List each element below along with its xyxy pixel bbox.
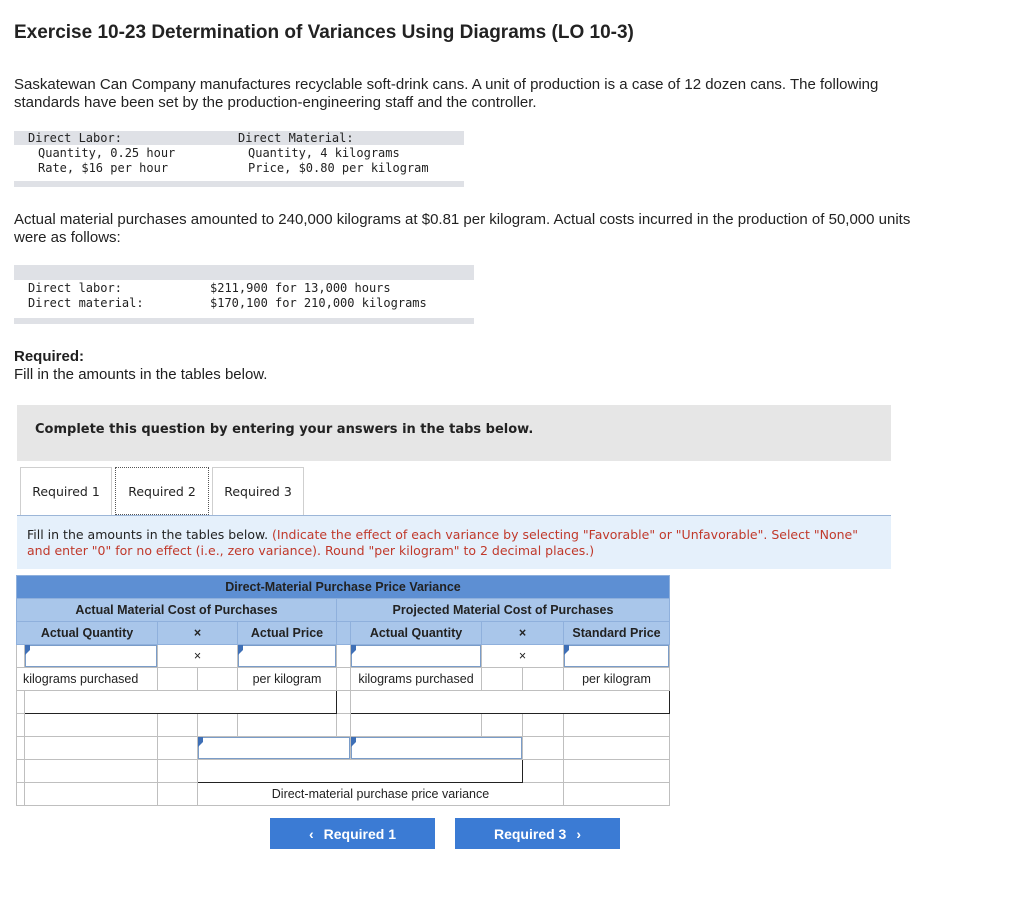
kg-purchased-label-2: kilograms purchased bbox=[351, 668, 482, 691]
prev-required-button[interactable] bbox=[270, 818, 435, 849]
complete-banner bbox=[17, 405, 891, 461]
chevron-right-icon: › bbox=[576, 825, 582, 842]
col-actual-quantity-2: Actual Quantity bbox=[351, 622, 482, 645]
required-text: Fill in the amounts in the tables below. bbox=[14, 366, 268, 383]
instructions bbox=[17, 516, 891, 569]
per-kg-label: per kilogram bbox=[238, 668, 337, 691]
actual-material-label: Direct material: bbox=[28, 296, 144, 310]
labor-quantity: Quantity, 0.25 hour bbox=[38, 146, 176, 160]
group-actual-cost: Actual Material Cost of Purchases bbox=[17, 599, 337, 622]
standards-box bbox=[14, 131, 464, 187]
material-price: Price, $0.80 per kilogram bbox=[248, 161, 429, 175]
group-projected-cost: Projected Material Cost of Purchases bbox=[337, 599, 670, 622]
actual-cost-total bbox=[25, 691, 337, 714]
actual-price-input[interactable] bbox=[238, 645, 337, 668]
actual-text: Actual material purchases amounted to 240,000 kilograms at $0.81 per kilogram. Actual costs incurred in the production of 50,000 units were as follows: bbox=[14, 211, 911, 246]
material-heading: Direct Material: bbox=[238, 131, 354, 145]
times-sign-1: × bbox=[158, 645, 238, 668]
prev-button-label: Required 1 bbox=[323, 825, 397, 842]
exercise-title: Exercise 10-23 Determination of Variances Using Diagrams (LO 10-3) bbox=[14, 22, 634, 43]
required-heading: Required: bbox=[14, 348, 85, 365]
variance-amount-input[interactable] bbox=[198, 737, 351, 760]
variance-label: Direct-material purchase price variance bbox=[198, 783, 564, 806]
col-actual-price: Actual Price bbox=[238, 622, 337, 645]
labor-heading: Direct Labor: bbox=[28, 131, 122, 145]
chevron-left-icon: ‹ bbox=[308, 825, 314, 842]
actual-quantity-2-input[interactable] bbox=[351, 645, 482, 668]
tab-required-3[interactable]: Required 3 bbox=[212, 467, 304, 515]
actual-quantity-input[interactable] bbox=[25, 645, 158, 668]
instructions-lead: Fill in the amounts in the tables below. bbox=[27, 527, 269, 542]
times-sign-2: × bbox=[482, 645, 564, 668]
tab-required-2[interactable]: Required 2 bbox=[115, 467, 209, 515]
table-title: Direct-Material Purchase Price Variance bbox=[17, 576, 670, 599]
tab-required-1[interactable]: Required 1 bbox=[20, 467, 112, 515]
variance-effect-select[interactable] bbox=[351, 737, 523, 760]
intro-text: Saskatewan Can Company manufactures recyclable soft-drink cans. A unit of production is a case of 12 dozen cans. The following standards have been set by the production-engineering staff and the controller. bbox=[14, 76, 879, 111]
complete-banner-text: Complete this question by entering your answers in the tabs below. bbox=[35, 422, 534, 437]
variance-bracket bbox=[198, 760, 523, 783]
col-standard-price: Standard Price bbox=[564, 622, 670, 645]
labor-rate: Rate, $16 per hour bbox=[38, 161, 169, 175]
actual-material-value: $170,100 for 210,000 kilograms bbox=[210, 296, 427, 310]
col-times-1: × bbox=[158, 622, 238, 645]
projected-cost-total bbox=[351, 691, 670, 714]
next-required-button[interactable] bbox=[455, 818, 620, 849]
col-times-2: × bbox=[482, 622, 564, 645]
actual-labor-label: Direct labor: bbox=[28, 281, 122, 295]
variance-table bbox=[16, 575, 670, 806]
actual-labor-value: $211,900 for 13,000 hours bbox=[210, 281, 391, 295]
per-kg-label-2: per kilogram bbox=[564, 668, 670, 691]
standard-price-input[interactable] bbox=[564, 645, 670, 668]
material-quantity: Quantity, 4 kilograms bbox=[248, 146, 400, 160]
kg-purchased-label: kilograms purchased bbox=[17, 668, 158, 691]
col-actual-quantity: Actual Quantity bbox=[17, 622, 158, 645]
instructions-note: (Indicate the effect of each variance by selecting "Favorable" or "Unfavorable". Select "None" and enter "0" for no effect (i.e., zero variance). Round "per kilogram" to 2 decimal places.) bbox=[27, 527, 858, 558]
actuals-box bbox=[14, 265, 474, 324]
next-button-label: Required 3 bbox=[493, 825, 567, 842]
col-spacer bbox=[337, 622, 351, 645]
